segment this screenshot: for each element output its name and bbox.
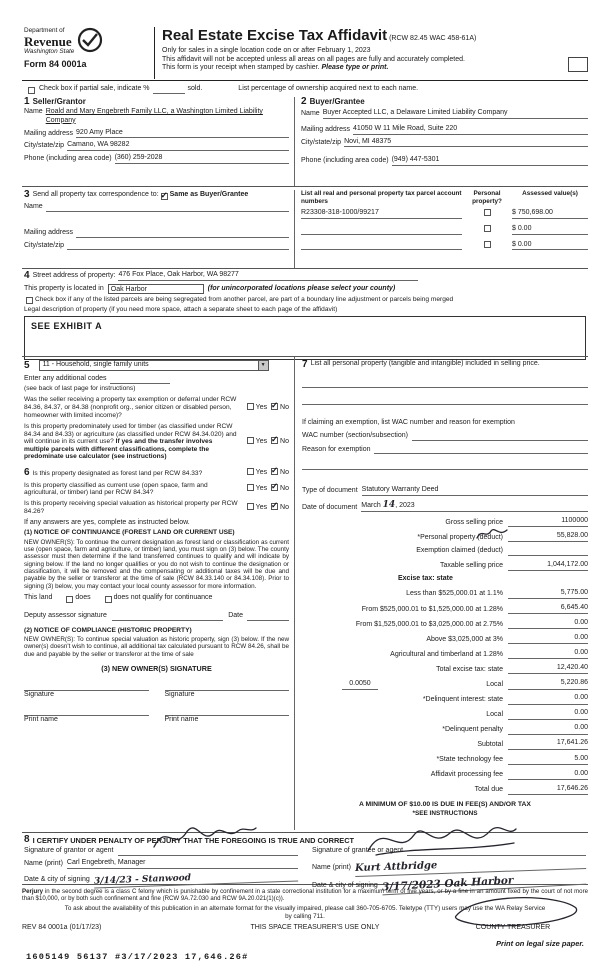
no-checkbox[interactable]: ✓ (271, 433, 279, 444)
delinquent-local-value: 0.00 (508, 709, 588, 719)
seller-phone-label: Phone (including area code) (24, 155, 112, 162)
correspondence-address-label: Mailing address (24, 228, 74, 236)
tech-fee-value: 5.00 (508, 755, 588, 765)
notice-3-title: (3) NEW OWNER(S) SIGNATURE (101, 663, 212, 673)
grantor-date-label: Date & city of signing (24, 876, 90, 883)
processing-fee-value: 0.00 (508, 770, 588, 780)
rcw-reference: (RCW 82.45 WAC 458-61A) (389, 35, 477, 42)
dept-state: Washington State (24, 48, 75, 55)
section-5-number: 5 (24, 360, 30, 371)
exemption-question: Was the seller receiving a property tax exemption or deferral under RCW 84.36, 84.37, or 84.38 (nonprofit org., senior citizen or disabled person, homeowner with limited income)? Yes ✓ No (24, 396, 289, 419)
processing-fee-row: Affidavit processing fee 0.00 (430, 769, 588, 779)
section-8-number: 8 (24, 834, 30, 845)
section-4-number: 4 (24, 270, 30, 281)
delinquent-interest-value: 0.00 (508, 694, 588, 704)
property-section (22, 268, 588, 356)
segregated-checkbox[interactable] (26, 297, 33, 304)
legal-size-note: Print on legal size paper. (496, 939, 584, 948)
tax-bracket-row: Above $3,025,000 at 3% 0.00 (426, 634, 588, 643)
tax-bracket-value: 0.00 (508, 619, 588, 629)
total-state-tax-row: Total excise tax: state 12,420.40 (436, 664, 588, 673)
located-in-note: (for unincorporated locations please select your county) (207, 284, 396, 292)
yes-checkbox[interactable] (247, 468, 254, 475)
does-label: does (75, 594, 91, 602)
total-due-value: 17,646.26 (508, 785, 588, 795)
yes-checkbox[interactable] (247, 503, 254, 510)
new-owner-signature-row (24, 682, 289, 700)
tax-bracket-row: Less than $525,000.01 at 1.1% 5,775.00 (406, 588, 588, 598)
does-checkbox[interactable] (66, 596, 73, 603)
buyer-city-label: City/state/zip (301, 138, 342, 146)
seller-grantor-block (24, 97, 294, 186)
subtotal-value: 17,641.26 (508, 739, 588, 749)
seller-name-label: Name (24, 108, 43, 115)
grantee-signature-scribble (362, 819, 522, 863)
header-note-1: Only for sales in a single location code on or after February 1, 2023 (162, 46, 371, 54)
deputy-assessor-row (24, 612, 289, 621)
section-2-number: 2 (301, 96, 307, 107)
delinquent-local-row: Local 0.00 (486, 709, 588, 718)
dropdown-arrow-icon: ▼ (258, 361, 268, 370)
new-owner-printname-row (24, 707, 289, 725)
exemption-deduct-row: Exemption claimed (deduct) (302, 547, 588, 556)
seller-phone-value: (360) 259-2028 (115, 154, 289, 164)
delinquent-penalty-row: *Delinquent penalty 0.00 (442, 724, 588, 733)
continuance-qualify-row (24, 594, 289, 603)
exemption-claim-label: If claiming an exemption, list WAC number and reason for exemption (302, 419, 515, 426)
same-as-buyer-label: Same as Buyer/Grantee (169, 191, 249, 199)
owner-printname-field (24, 707, 149, 716)
minimum-due-note: A MINIMUM OF $10.00 IS DUE IN FEE(S) AND/OR TAX (359, 800, 531, 808)
correspondence-section (22, 186, 588, 268)
grantor-name-label: Name (print) (24, 860, 63, 868)
land-use-code-select[interactable] (39, 360, 269, 371)
certification-statement: I CERTIFY UNDER PENALTY OF PERJURY THAT THE FOREGOING IS TRUE AND CORRECT (32, 835, 355, 845)
rev-form-code: REV 84 0001a (01/17/23) (22, 924, 102, 931)
personal-property-field (302, 380, 588, 388)
seller-address-label: Mailing address (24, 129, 74, 137)
print-name-label: Print name (164, 715, 199, 723)
local-rate-value: 0.0050 (342, 680, 378, 690)
seller-city-label: City/state/zip (24, 142, 65, 150)
personal-property-checkbox[interactable] (484, 225, 491, 232)
total-state-tax-value: 12,420.40 (508, 664, 588, 674)
tax-bracket-value: 0.00 (508, 649, 588, 659)
tax-bracket-value: 0.00 (508, 634, 588, 644)
see-back-note: (see back of last page for instructions) (24, 384, 136, 392)
buyer-phone-label: Phone (including area code) (301, 157, 389, 165)
section-3-number: 3 (24, 189, 30, 200)
dor-logo-block (24, 27, 154, 79)
grantor-signature-label: Signature of grantor or agent (24, 847, 114, 854)
form-number: Form 84 0001a (24, 59, 87, 69)
yes-checkbox[interactable] (247, 484, 254, 491)
tax-bracket-row: From $1,525,000.01 to $3,025,000.00 at 2.75% 0.00 (355, 619, 588, 628)
owner-signature-field (165, 682, 290, 691)
taxable-price-row: Taxable selling price 1,044,172.00 (439, 560, 588, 570)
notice-2-title: (2) NOTICE OF COMPLIANCE (HISTORIC PROPERTY) (24, 626, 192, 634)
parcel-number-value: R23308-318-1000/99217 (301, 209, 462, 219)
timber-question: Is this property predominately used for timber (as classified under RCW 84.34 and 84.33) or agriculture (as classified under RCW 84.34.020) and will continue in its current use? If yes and the transfer involves multiple parcels with different classifications, complete the predominate use calculator (see instructions) Yes ✓ No (24, 422, 289, 461)
grantee-name-value: Kurt Attbridge (355, 855, 586, 877)
notice-1-title: (1) NOTICE OF CONTINUANCE (FOREST LAND OR CURRENT USE) (24, 529, 235, 537)
buyer-address-label: Mailing address (301, 125, 351, 133)
tax-correspondence-block (22, 190, 294, 268)
see-instructions-note: *SEE INSTRUCTIONS (412, 810, 478, 818)
wac-number-field (412, 433, 588, 441)
title-block (154, 27, 568, 79)
designation-section (24, 464, 289, 724)
deputy-date-label: Date (228, 611, 243, 619)
deputy-date-field (247, 613, 289, 621)
personal-deduct-value: 55,828.00 (508, 532, 588, 542)
grantee-name-label: Name (print) (312, 864, 351, 871)
grantee-date-value: 3/17/2023 Oak Harbor (382, 871, 587, 896)
exemption-reason-field (374, 446, 588, 454)
footer-row (22, 924, 588, 933)
additional-codes-label: Enter any additional codes (24, 375, 107, 382)
land-use-section (24, 360, 289, 371)
street-address-label: Street address of property: (32, 272, 116, 280)
additional-codes-field (110, 376, 170, 384)
treasurer-use-label: THIS SPACE TREASURER'S USE ONLY (250, 924, 380, 931)
correspondence-city-label: City/state/zip (24, 241, 65, 249)
document-date-label: Date of document (302, 503, 358, 511)
perjury-lead: Perjury (22, 888, 44, 895)
stamp-box (568, 57, 588, 72)
total-due-row: Total due 17,646.26 (474, 784, 588, 794)
dept-name: Revenue (24, 34, 72, 49)
parcel-row (301, 209, 588, 219)
grantor-name-value: Carl Engebreth, Manager (67, 859, 298, 869)
legal-description-value: SEE EXHIBIT A (31, 321, 103, 332)
handwritten-scribble (474, 527, 510, 541)
notice-1-body: NEW OWNER(S): To continue the current designation as forest land or classification as current use (open space, farm and agriculture, or timber) land, you must sign on (3) below. The county assessor must then determine if the land transferred continues to qualify and will indicate by signing below. If the land no longer qualifies or you do not wish to continue the designation or classification, it will be removed and the compensating or additional taxes will be due and payable by the seller or transferor at the time of sale (RCW 84.33.140 or 84.34.108). Prior to signing (3) below, you may contact your local county assessor for more information. (24, 538, 289, 590)
signature-label: Signature (24, 690, 54, 698)
wac-number-label: WAC number (section/subsection) (302, 431, 408, 439)
correspondence-label: Send all property tax correspondence to: (32, 191, 159, 199)
assessed-value-header: Assessed value(s) (522, 190, 578, 197)
correspondence-address-field (76, 230, 289, 238)
parcel-number-value (301, 242, 462, 250)
personal-property-checkbox[interactable] (484, 209, 491, 216)
signature-label: Signature (164, 690, 195, 698)
legal-description-box (24, 316, 586, 360)
form-header (24, 27, 588, 79)
seller-city-value: Camano, WA 98282 (67, 141, 289, 151)
grantee-date-label: Date & city of signing (312, 881, 378, 889)
parcel-table-header (301, 190, 588, 206)
historic-question: Is this property receiving special valuation as historical property per RCW 84.26? Yes ✓ No (24, 499, 289, 516)
buyer-name-label: Name (301, 110, 320, 117)
tax-bracket-value: 5,775.00 (508, 589, 588, 599)
section-1-number: 1 (24, 96, 30, 107)
page-title: Real Estate Excise Tax Affidavit (162, 27, 388, 44)
header-note-2: This affidavit will not be accepted unless all areas on all pages are fully and accurately completed. (162, 55, 465, 63)
excise-tax-state-header: Excise tax: state (398, 575, 453, 583)
land-use-code-value: 11 - Household, single family units (42, 361, 149, 369)
segregated-label: Check box if any of the listed parcels are being segregated from another parcel, are part of a boundary line adjustment or parcels being merged (35, 296, 454, 303)
owner-printname-field (165, 707, 290, 716)
buyer-city-value: Novi, MI 48375 (344, 138, 588, 148)
forest-land-question: 6 Is this property designated as forest land per RCW 84.33? Yes ✓ No (24, 464, 289, 479)
document-type-label: Type of document (302, 487, 358, 495)
no-checkbox[interactable]: ✓ (271, 499, 279, 510)
parcel-row (301, 225, 588, 235)
partial-sale-row (26, 85, 588, 94)
buyer-address-value: 41050 W 11 Mile Road, Suite 220 (353, 125, 588, 135)
taxable-price-value: 1,044,172.00 (508, 561, 588, 571)
parcel-table (294, 190, 588, 268)
county-treasurer-label: COUNTY TREASURER (475, 924, 551, 931)
buyer-title: Buyer/Grantee (309, 97, 365, 106)
section-7-number: 7 (302, 359, 308, 370)
yes-checkbox[interactable] (247, 403, 254, 410)
header-note-3: This form is your receipt when stamped by cashier. Please type or print. (162, 64, 389, 72)
section-6-number: 6 (24, 467, 30, 479)
buyer-grantee-block (294, 97, 588, 186)
personal-property-header: Personal property? (472, 190, 502, 205)
subtotal-row: Subtotal 17,641.26 (477, 739, 588, 748)
street-address-value: 476 Fox Place, Oak Harbor, WA 98277 (118, 271, 418, 281)
yes-checkbox[interactable] (247, 437, 254, 444)
tax-bracket-value: 6,645.40 (508, 604, 588, 614)
assessed-value: $ 0.00 (512, 225, 588, 235)
does-not-label: does not qualify for continuance (113, 594, 213, 602)
buyer-name-value: Buyer Accepted LLC, a Delaware Limited Liability Company (323, 109, 588, 119)
deputy-signature-label: Deputy assessor signature (24, 611, 107, 619)
personal-property-section (302, 360, 588, 370)
personal-property-checkbox[interactable] (484, 241, 491, 248)
owner-signature-field (24, 682, 149, 691)
personal-property-label: List all personal property (tangible and intangible) included in selling price. (310, 360, 540, 367)
seller-name-value: Roald and Mary Engebreth Family LLC, a Washington Limited Liability Company (45, 108, 263, 124)
assessed-value: $ 750,698.00 (512, 209, 588, 219)
buyer-phone-value: (949) 447-5301 (392, 156, 588, 166)
gross-price-value: 1100000 (508, 517, 588, 527)
right-column (294, 357, 588, 830)
left-column (22, 357, 294, 830)
dor-logo-icon (77, 27, 103, 53)
partial-sale-label: Check box if partial sale, indicate % (39, 85, 150, 92)
personal-property-field (302, 397, 588, 405)
exemption-reason-label: Reason for exemption (302, 445, 371, 453)
partial-sold-label: sold. (187, 85, 203, 92)
tax-bracket-row: Agricultural and timberland at 1.28% 0.00 (390, 649, 588, 658)
parcel-numbers-header: List all real and personal property tax parcel account numbers (301, 190, 462, 205)
no-checkbox[interactable]: ✓ (271, 399, 279, 410)
perjury-body: in the second degree is a class C felony which is punishable by confinement in a state correctional institution for a maximum term of five years, or by a fine in an amount fixed by the court of not more than $10,000, or by both such confinement and fine (RCW 9A.72.030 and RCW 9A.20.021(1)(c)). (22, 888, 588, 903)
accessibility-note: To ask about the availability of this publication in an alternate format for the visually impaired, please call 360-705-6705. Teletype (TTY) users may use the WA Relay Service by calling 711. (64, 905, 546, 921)
partial-sale-checkbox[interactable] (28, 87, 35, 94)
parcel-row (301, 241, 588, 251)
deputy-signature-field (112, 613, 223, 621)
notice-2-body: NEW OWNER(S): To continue special valuation as historic property, sign (3) below. If the new owner(s) doesn't wish to continue, all additional tax calculated pursuant to RCW 84.26, shall be due and payable by the seller or transferor at the time of sale (24, 635, 289, 658)
seller-address-value: 920 Amy Place (76, 129, 289, 139)
assessed-value: $ 0.00 (512, 241, 588, 251)
seller-title: Seller/Grantor (32, 97, 86, 106)
partial-percent-field (153, 86, 185, 94)
no-checkbox[interactable]: ✓ (271, 480, 279, 491)
delinquent-interest-row: *Delinquent interest: state 0.00 (422, 694, 588, 703)
local-tax-row: 0.0050 Local 5,220.86 (302, 679, 588, 689)
personal-deduct-row: *Personal property (deduct) 55,828.00 (302, 532, 588, 542)
correspondence-name-field (46, 204, 289, 212)
grantor-date-value: 3/14/23 - Stanwood (94, 869, 299, 888)
tax-bracket-row: From $525,000.01 to $1,525,000.00 at 1.28% 6,645.40 (361, 604, 588, 613)
header-rule (22, 80, 588, 81)
tech-fee-row: *State technology fee 5.00 (436, 754, 588, 763)
correspondence-city-field (67, 242, 289, 250)
local-tax-value: 5,220.86 (508, 679, 588, 689)
document-type-value: Statutory Warranty Deed (362, 486, 588, 496)
parties-section (24, 97, 588, 186)
parcel-number-value (301, 227, 462, 235)
dept-of-label: Department of (24, 27, 65, 34)
treasurer-receipt-stamp: 1605149 56137 #3/17/2023 17,646.26# (26, 952, 249, 962)
exemption-reason-field (302, 462, 588, 470)
if-any-yes-note: If any answers are yes, complete as instructed below. (24, 518, 190, 526)
print-name-label: Print name (24, 715, 58, 723)
ownership-percent-note: List percentage of ownership acquired next to each name. (238, 85, 419, 92)
document-date-value: March 14, 2023 (361, 500, 588, 512)
same-as-buyer-checkbox[interactable]: ✓ (160, 189, 168, 200)
exemption-deduct-value (508, 548, 588, 556)
located-in-field[interactable]: Oak Harbor (108, 284, 204, 294)
current-use-question: Is this property classified as current use (open space, farm and agricultural, or timber) land per RCW 84.34? Yes ✓ No (24, 480, 289, 497)
grantee-signature-label: Signature of grantee or agent (312, 847, 404, 854)
no-checkbox[interactable]: ✓ (271, 464, 279, 475)
document-date-row (302, 500, 588, 512)
legal-description-label: Legal description of property (if you need more space, attach a separate sheet to each page of the affidavit) (24, 306, 338, 314)
document-type-row (302, 486, 588, 496)
grantor-signature-scribble (150, 821, 260, 855)
this-land-label: This land (24, 594, 53, 602)
main-columns (22, 356, 588, 830)
does-not-checkbox[interactable] (105, 596, 112, 603)
located-in-label: This property is located in (24, 284, 104, 292)
gross-price-row: Gross selling price 1100000 (445, 517, 588, 526)
correspondence-name-label: Name (24, 203, 43, 210)
delinquent-penalty-value: 0.00 (508, 724, 588, 734)
certification-section (22, 832, 588, 894)
